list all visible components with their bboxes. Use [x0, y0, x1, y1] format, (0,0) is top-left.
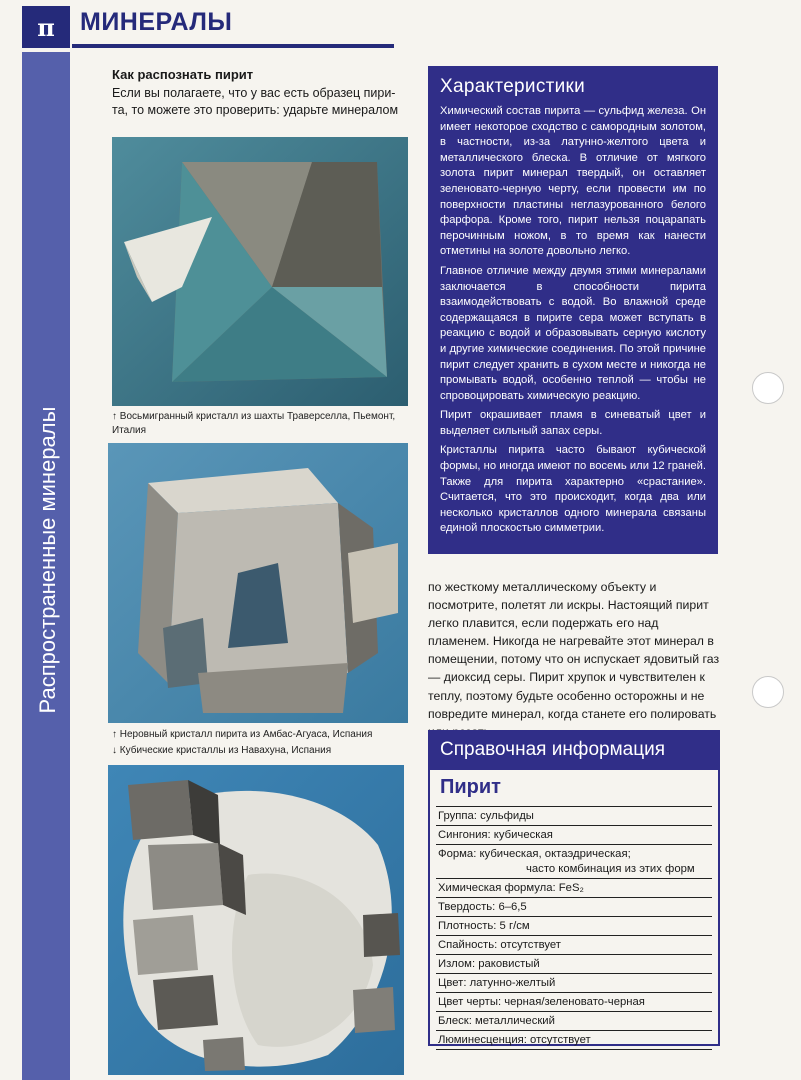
ref-row-form: [436, 844, 712, 878]
photo-cubic-crystals: [108, 765, 404, 1075]
section-letter-badge: п: [22, 6, 70, 48]
ref-form-continuation: часто комбинация из этих форм: [526, 863, 695, 875]
ref-row-luster: Блеск: металлический: [436, 1011, 712, 1030]
intro-line: та, то можете это проверить: ударьте минералом: [112, 103, 399, 117]
mineral-name: Пирит: [440, 776, 501, 798]
side-band-label: Распространенные минералы: [35, 406, 60, 714]
photo-octahedral-crystal: [112, 137, 408, 406]
ref-row-color: Цвет: латунно-желтый: [436, 973, 712, 992]
ref-row-cleavage: Спайность: отсутствует: [436, 935, 712, 954]
caption-photo3: ↓ Кубические кристаллы из Навахуна, Испания: [112, 745, 332, 756]
characteristics-box: [428, 66, 718, 554]
ref-row-group: Группа: сульфиды: [436, 806, 712, 825]
characteristics-paragraph: Кристаллы пирита часто бывают кубической формы, но иногда имеют по восемь или 12 граней. Также для пирита характерно «срастание». Считается, что это происходит, когда два или несколько кристаллов одного минерала связаны единой плоскостью симметрии.: [440, 444, 706, 535]
page-title: МИНЕРАЛЫ: [80, 8, 233, 36]
ref-row-hardness: Твердость: 6–6,5: [436, 897, 712, 916]
ref-row-density: Плотность: 5 г/см: [436, 916, 712, 935]
caption-photo1: ↑ Восьмигранный кристалл из шахты Траверселла, Пьемонт, Италия: [112, 411, 396, 436]
characteristics-title: Характеристики: [440, 76, 586, 97]
intro-text: [112, 85, 404, 119]
ref-row-fracture: Излом: раковистый: [436, 954, 712, 973]
header-rule: [72, 44, 394, 48]
reference-list: [436, 806, 712, 1050]
caption-photo2: ↑ Неровный кристалл пирита из Амбас-Агуаса, Испания: [112, 729, 373, 740]
photo-irregular-crystal: [108, 443, 408, 723]
ref-row-syngony: Сингония: кубическая: [436, 825, 712, 844]
ref-row-formula: Химическая формула: FeS₂: [436, 878, 712, 897]
binder-hole: [752, 676, 784, 708]
reference-title: Справочная информация: [428, 730, 720, 770]
characteristics-paragraph: Пирит окрашивает пламя в синеватый цвет и выделяет сильный запах серы.: [440, 409, 706, 437]
intro-heading: Как распознать пирит: [112, 67, 254, 82]
binder-hole: [752, 372, 784, 404]
intro-line: Если вы полагаете, что у вас есть образец пири-: [112, 86, 396, 100]
ref-form-text: Форма: кубическая, октаэдрическая;: [438, 848, 631, 860]
body-continuation: по жесткому металлическому объекту и посмотрите, полетят ли искры. Настоящий пирит легко плавится, если подержать его над пламенем. Никогда не нагревайте этот минерал в помещении, потому что он испускает ядовитый газ — диоксид серы. Пирит хрупок и чувствителен к теплу, поэтому будьте особенно осторожны и не повредите минерал, когда станете его полировать: [428, 580, 720, 721]
ref-row-luminescence: Люминесценция: отсутствует: [436, 1030, 712, 1050]
ref-row-streak: Цвет черты: черная/зеленовато-черная: [436, 992, 712, 1011]
characteristics-paragraph: Главное отличие между двумя этими минералами заключается в способности пирита взаимодействовать с водой. Во влажной среде содержащаяся в пирите сера может вступать в реакцию с водой и образовывать серную кислоту и другие химические соединения. По этой причине пирит следует хранить в сухом месте и никогда не промывать водой, особенно теплой — чтобы не спровоцировать химическую реакцию.: [440, 264, 706, 402]
characteristics-paragraph: Химический состав пирита — сульфид железа. Он имеет некоторое сходство с самородным золотом, в частности, из-за латунно-желтого цвета и металлического блеска. В отличие от мягкого золота пирит минерал твердый, он оставляет зеленовато-черную черту, если провести им по поверхности пластины неглазурованного белого фарфора. Кроме того, пирит нельзя поцарапать перочинным ножом, в то время как нанести отметины на золоте довольно легко.: [440, 105, 706, 258]
